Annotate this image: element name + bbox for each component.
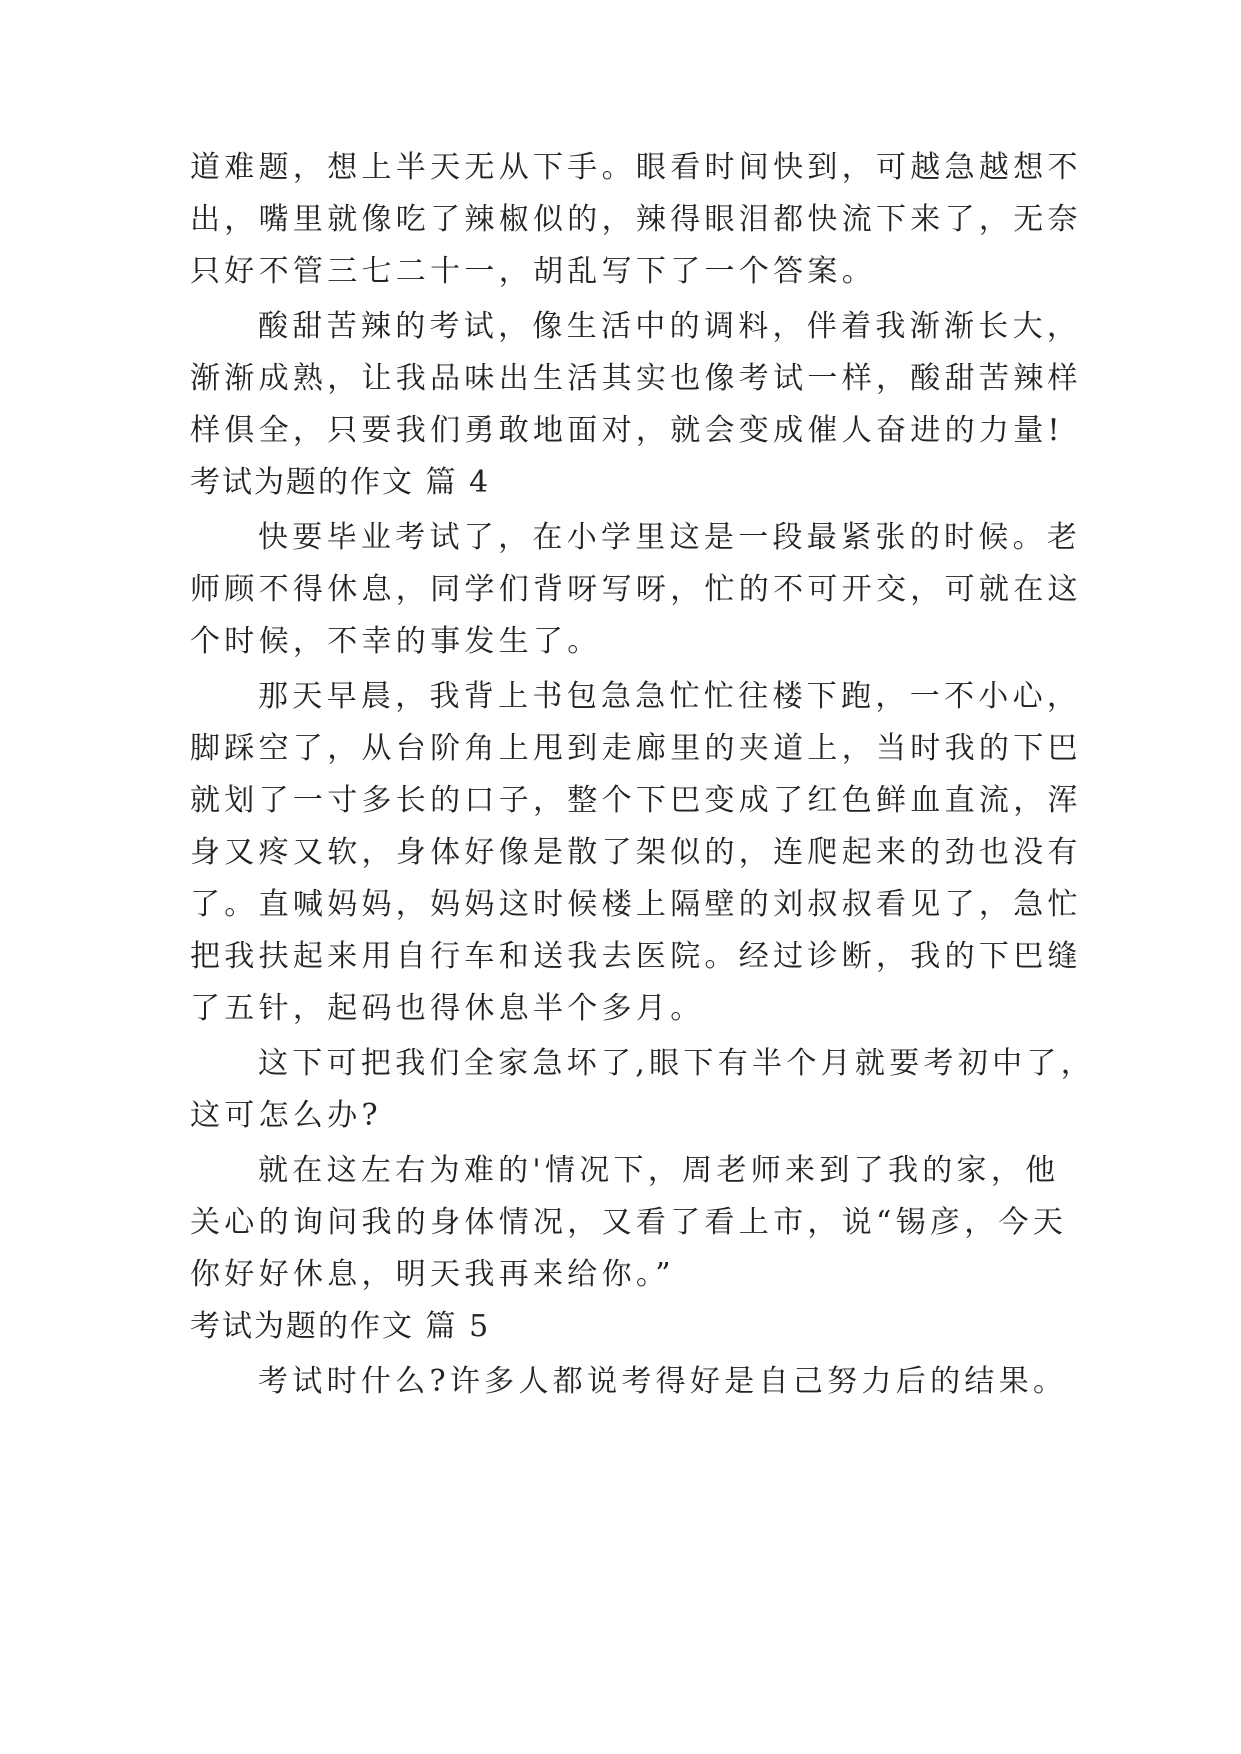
text-line: 身又疼又软，身体好像是散了架似的，连爬起来的劲也没有 <box>190 835 1082 870</box>
text-line: 出，嘴里就像吃了辣椒似的，辣得眼泪都快流下来了，无奈 <box>190 202 1082 237</box>
text-line: 个时候，不幸的事发生了。 <box>190 624 602 659</box>
text-line: 快要毕业考试了，在小学里这是一段最紧张的时候。老 <box>258 520 1082 555</box>
section-heading: 考试为题的作文 篇 5 <box>190 1309 491 1344</box>
text-line: 就划了一寸多长的口子，整个下巴变成了红色鲜血直流，浑 <box>190 783 1082 818</box>
text-line: 了五针，起码也得休息半个多月。 <box>190 991 705 1026</box>
text-line: 这下可把我们全家急坏了,眼下有半个月就要考初中了， <box>258 1046 1096 1081</box>
text-line: 就在这左右为难的'情况下，周老师来到了我的家，他 <box>258 1153 1060 1188</box>
text-line: 只好不管三七二十一，胡乱写下了一个答案。 <box>190 254 876 289</box>
text-line: 那天早晨，我背上书包急急忙忙往楼下跑，一不小心， <box>258 679 1082 714</box>
text-line: 关心的询问我的身体情况，又看了看上市，说“锡彦，今天 <box>190 1205 1068 1240</box>
section-heading: 考试为题的作文 篇 4 <box>190 465 491 500</box>
text-line: 渐渐成熟，让我品味出生活其实也像考试一样，酸甜苦辣样 <box>190 361 1082 396</box>
text-line: 师顾不得休息，同学们背呀写呀，忙的不可开交，可就在这 <box>190 572 1082 607</box>
text-line: 你好好休息，明天我再来给你。” <box>190 1257 675 1292</box>
text-line: 道难题，想上半天无从下手。眼看时间快到，可越急越想不 <box>190 150 1082 185</box>
text-line: 把我扶起来用自行车和送我去医院。经过诊断，我的下巴缝 <box>190 939 1082 974</box>
text-line: 酸甜苦辣的考试，像生活中的调料，伴着我渐渐长大， <box>258 309 1082 344</box>
text-line: 了。直喊妈妈，妈妈这时候楼上隔壁的刘叔叔看见了，急忙 <box>190 887 1082 922</box>
text-line: 考试时什么?许多人都说考得好是自己努力后的结果。 <box>258 1364 1068 1399</box>
text-line: 脚踩空了，从台阶角上甩到走廊里的夹道上，当时我的下巴 <box>190 731 1082 766</box>
text-line: 这可怎么办? <box>190 1098 382 1133</box>
text-line: 样俱全，只要我们勇敢地面对，就会变成催人奋进的力量! <box>190 413 1064 448</box>
